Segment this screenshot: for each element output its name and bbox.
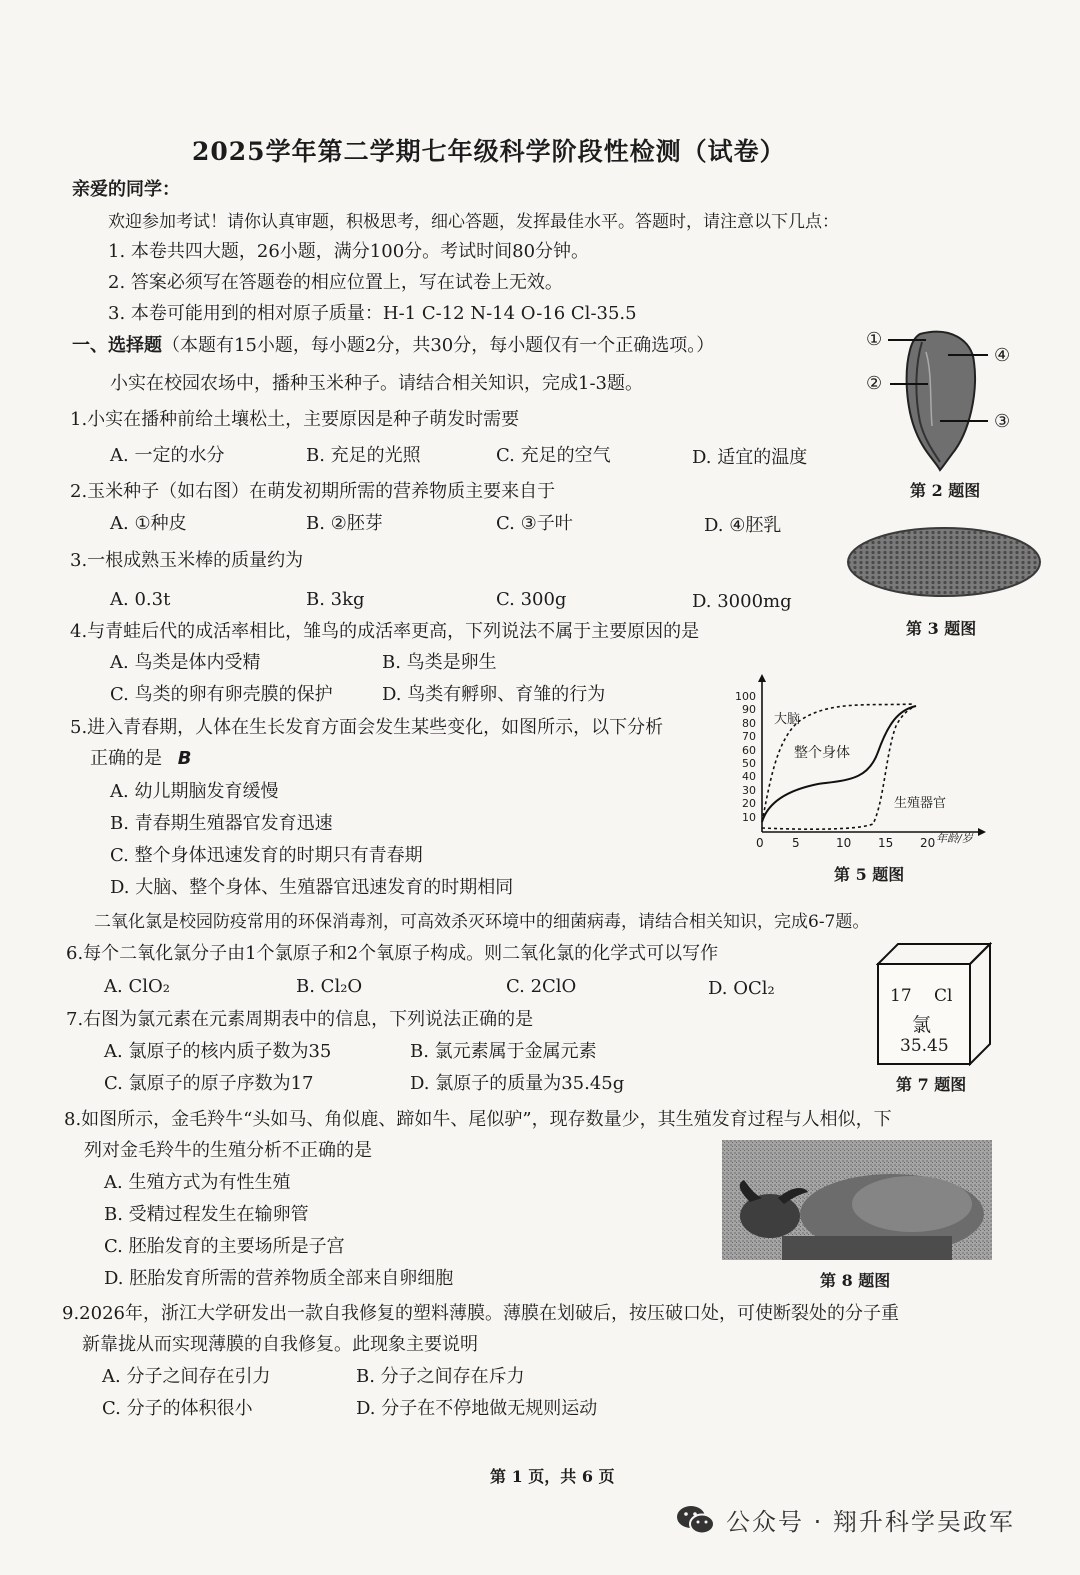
- q5-stem-line1: 5.进入青春期，人体在生长发育方面会发生某些变化，如图所示，以下分析: [70, 717, 664, 738]
- q2-option-d: D. ④胚乳: [704, 515, 782, 536]
- fig2-label-4: ④: [994, 345, 1011, 366]
- q6-option-d: D. OCl₂: [708, 978, 775, 999]
- corn-cob-illustration: [846, 520, 1042, 604]
- curve-label-reproductive: 生殖器官: [894, 796, 947, 811]
- takin-illustration: [722, 1140, 992, 1260]
- figure-3-corn-cob: [846, 520, 1042, 604]
- q1-option-c: C. 充足的空气: [496, 445, 611, 466]
- y-tick: 80: [742, 716, 756, 730]
- note-3: 3. 本卷可能用到的相对原子质量：H-1 C-12 N-14 O-16 Cl-35.5: [108, 303, 637, 324]
- q1-option-d: D. 适宜的温度: [692, 447, 808, 468]
- y-tick: 60: [742, 743, 756, 757]
- q8-option-a: A. 生殖方式为有性生殖: [104, 1172, 291, 1193]
- q1-option-b: B. 充足的光照: [306, 445, 421, 466]
- y-tick: 90: [742, 703, 756, 717]
- y-tick: 40: [742, 770, 756, 784]
- intro-text: 欢迎参加考试！请你认真审题，积极思考，细心答题，发挥最佳水平。答题时，请注意以下几点：: [108, 212, 839, 232]
- section-1-title: 一、选择题: [72, 335, 162, 356]
- page-footer: 第 1 页，共 6 页: [490, 1467, 615, 1486]
- q7-option-d: D. 氯原子的质量为35.45g: [410, 1073, 625, 1094]
- q2-option-a: A. ①种皮: [110, 513, 187, 534]
- section-1-header: [72, 334, 714, 358]
- element-symbol: Cl: [934, 986, 953, 1006]
- greeting: 亲爱的同学：: [72, 179, 180, 200]
- context-1: 小实在校园农场中，播种玉米种子。请结合相关知识，完成1-3题。: [110, 373, 643, 394]
- q8-stem-line2: 列对金毛羚牛的生殖分析不正确的是: [84, 1140, 372, 1161]
- element-mass: 35.45: [900, 1036, 949, 1056]
- q9-stem-line1: 9.2026年，浙江大学研发出一款自我修复的塑料薄膜。薄膜在划破后，按压破口处，可使断裂处的分子重: [62, 1303, 899, 1324]
- figure-8-takin-photo: [722, 1140, 992, 1260]
- q3-stem: 3.一根成熟玉米棒的质量约为: [70, 550, 304, 571]
- q9-stem-line2: 新靠拢从而实现薄膜的自我修复。此现象主要说明: [82, 1334, 478, 1355]
- figure-5-growth-chart: [728, 672, 990, 854]
- context-2: 二氧化氯是校园防疫常用的环保消毒剂，可高效杀灭环境中的细菌病毒，请结合相关知识，完成6-7题。: [94, 912, 870, 932]
- y-tick: 10: [742, 810, 756, 824]
- q6-option-c: C. 2ClO: [506, 976, 577, 997]
- x-tick-5: 5: [792, 836, 800, 850]
- fig3-caption: 第 3 题图: [906, 619, 977, 638]
- q4-option-b: B. 鸟类是卵生: [382, 652, 497, 673]
- x-tick-10: 10: [836, 836, 852, 850]
- q2-option-b: B. ②胚芽: [306, 513, 383, 534]
- q8-option-d: D. 胚胎发育所需的营养物质全部来自卵细胞: [104, 1268, 454, 1289]
- x-tick-20: 20: [920, 836, 936, 850]
- q4-option-d: D. 鸟类有孵卵、育雏的行为: [382, 684, 606, 705]
- q5-option-a: A. 幼儿期脑发育缓慢: [110, 781, 279, 802]
- q7-stem: 7.右图为氯元素在元素周期表中的信息，下列说法正确的是: [66, 1009, 534, 1030]
- wechat-icon: [676, 1503, 716, 1537]
- growth-curves: [728, 672, 990, 854]
- fig2-label-1: ①: [866, 329, 883, 350]
- q2-option-c: C. ③子叶: [496, 513, 573, 534]
- q4-option-c: C. 鸟类的卵有卵壳膜的保护: [110, 684, 333, 705]
- q3-option-d: D. 3000mg: [692, 591, 792, 612]
- y-tick: 100: [735, 690, 756, 703]
- q1-option-a: A. 一定的水分: [110, 445, 225, 466]
- fig8-caption: 第 8 题图: [820, 1271, 891, 1290]
- q5-stem-text: 正确的是: [90, 748, 162, 769]
- q9-option-a: A. 分子之间存在引力: [102, 1366, 271, 1387]
- element-name: 氯: [912, 1014, 932, 1036]
- x-tick-0: 0: [756, 836, 764, 850]
- note-1: 1. 本卷共四大题，26小题，满分100分。考试时间80分钟。: [108, 241, 590, 262]
- q8-option-c: C. 胚胎发育的主要场所是子宫: [104, 1236, 345, 1257]
- q7-option-c: C. 氯原子的原子序数为17: [104, 1073, 314, 1094]
- q2-stem: 2.玉米种子（如右图）在萌发初期所需的营养物质主要来自于: [70, 481, 556, 502]
- watermark: [676, 1502, 1015, 1537]
- figure-2-corn-seed: [860, 322, 1030, 472]
- q5-option-d: D. 大脑、整个身体、生殖器官迅速发育的时期相同: [110, 877, 514, 898]
- fig2-label-3: ③: [994, 411, 1011, 432]
- q3-option-c: C. 300g: [496, 589, 567, 610]
- y-tick: 20: [742, 797, 756, 811]
- y-tick-labels: [732, 690, 756, 824]
- fig5-caption: 第 5 题图: [834, 865, 905, 884]
- watermark-text: 公众号 · 翔升科学吴政军: [726, 1508, 1015, 1536]
- figure-7-element-cell: [876, 942, 992, 1066]
- q6-stem: 6.每个二氧化氯分子由1个氯原子和2个氧原子构成。则二氧化氯的化学式可以写作: [66, 943, 719, 964]
- q6-option-b: B. Cl₂O: [296, 976, 363, 997]
- q3-option-a: A. 0.3t: [110, 589, 171, 610]
- q1-stem: 1.小实在播种前给土壤松土，主要原因是种子萌发时需要: [70, 409, 520, 430]
- q6-option-a: A. ClO₂: [104, 976, 170, 997]
- section-1-desc: （本题有15小题，每小题2分，共30分，每小题仅有一个正确选项。）: [162, 335, 715, 356]
- fig2-label-2: ②: [866, 373, 883, 394]
- y-tick: 30: [742, 783, 756, 797]
- q5-option-c: C. 整个身体迅速发育的时期只有青春期: [110, 845, 423, 866]
- q4-option-a: A. 鸟类是体内受精: [110, 652, 261, 673]
- q4-stem: 4.与青蛙后代的成活率相比，雏鸟的成活率更高，下列说法不属于主要原因的是: [70, 621, 700, 642]
- curve-label-body: 整个身体: [794, 745, 850, 761]
- fig7-caption: 第 7 题图: [896, 1075, 967, 1094]
- q8-stem-line1: 8.如图所示，金毛羚牛“头如马、角似鹿、蹄如牛、尾似驴”，现存数量少，其生殖发育过程与人相似，下: [64, 1109, 892, 1130]
- x-tick-15: 15: [878, 836, 894, 850]
- curve-label-brain: 大脑: [774, 712, 801, 727]
- y-tick: 70: [742, 730, 756, 744]
- q3-option-b: B. 3kg: [306, 589, 365, 610]
- q9-option-d: D. 分子在不停地做无规则运动: [356, 1398, 598, 1419]
- q9-option-c: C. 分子的体积很小: [102, 1398, 253, 1419]
- y-tick: 50: [742, 757, 756, 771]
- q7-option-b: B. 氯元素属于金属元素: [410, 1041, 597, 1062]
- q5-option-b: B. 青春期生殖器官发育迅速: [110, 813, 333, 834]
- q5-handwritten-answer: B: [177, 748, 192, 769]
- q9-option-b: B. 分子之间存在斥力: [356, 1366, 525, 1387]
- page-title: 2025学年第二学期七年级科学阶段性检测（试卷）: [192, 137, 786, 166]
- x-axis-unit: 年龄/岁: [936, 832, 973, 845]
- element-number: 17: [890, 986, 912, 1006]
- note-2: 2. 答案必须写在答题卷的相应位置上，写在试卷上无效。: [108, 272, 563, 293]
- q8-option-b: B. 受精过程发生在输卵管: [104, 1204, 309, 1225]
- q5-stem-line2: [90, 747, 191, 771]
- q7-option-a: A. 氯原子的核内质子数为35: [104, 1041, 332, 1062]
- fig2-caption: 第 2 题图: [910, 481, 981, 500]
